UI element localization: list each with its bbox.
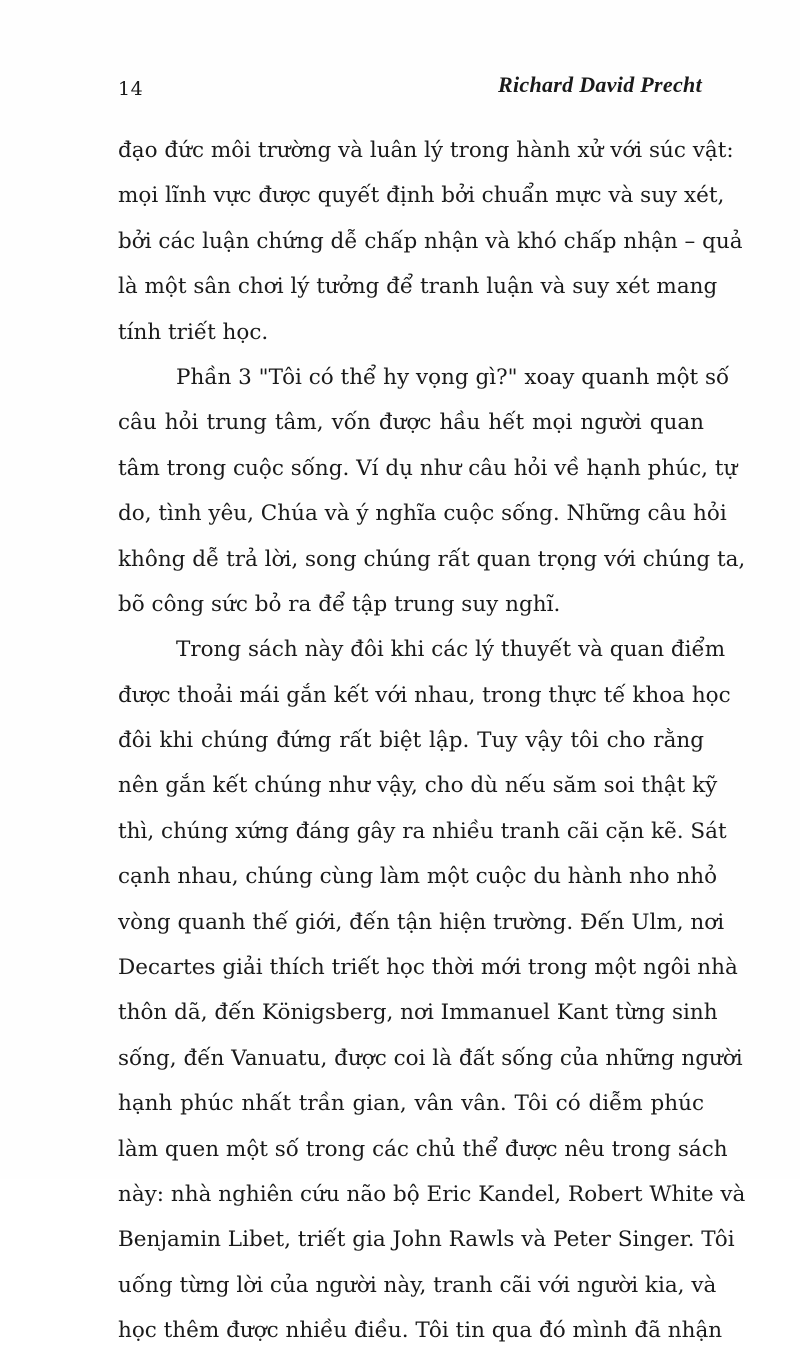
text-line: thì, chúng xứng đáng gây ra nhiều tranh cãi cặn kẽ. Sát [118, 818, 727, 844]
text-line: uống từng lời của người này, tranh cãi với người kia, và [118, 1272, 717, 1298]
body-text [118, 128, 746, 1354]
text-line: làm quen một số trong các chủ thể được nêu trong sách [118, 1136, 728, 1162]
text-line: học thêm được nhiều điều. Tôi tin qua đó mình đã nhận [118, 1318, 723, 1344]
text-line: mọi lĩnh vực được quyết định bởi chuẩn mực và suy xét, [118, 183, 725, 209]
text-line: thôn dã, đến Königsberg, nơi Immanuel Kant từng sinh [118, 1000, 718, 1026]
text-line: câu hỏi trung tâm, vốn được hầu hết mọi người quan [118, 410, 704, 436]
text-line: đạo đức môi trường và luân lý trong hành xử với súc vật: [118, 138, 734, 163]
text-line: Trong sách này đôi khi các lý thuyết và quan điểm [176, 637, 726, 663]
text-line: cạnh nhau, chúng cùng làm một cuộc du hành nho nhỏ [118, 864, 718, 890]
text-line: không dễ trả lời, song chúng rất quan trọng với chúng ta, [118, 546, 746, 572]
text-line: này: nhà nghiên cứu não bộ Eric Kandel, Robert White và [118, 1181, 746, 1207]
text-line: là một sân chơi lý tưởng để tranh luận và suy xét mang [118, 274, 718, 300]
paragraph [118, 627, 746, 1353]
paragraph [118, 355, 746, 627]
text-line: sống, đến Vanuatu, được coi là đất sống của những người [118, 1045, 743, 1071]
text-line: vòng quanh thế giới, đến tận hiện trường. Đến Ulm, nơi [118, 909, 725, 935]
text-line: bởi các luận chứng dễ chấp nhận và khó chấp nhận – quả [118, 228, 743, 254]
running-head-author: Richard David Precht [498, 72, 702, 97]
text-line: tính triết học. [118, 319, 269, 345]
text-line: Phần 3 "Tôi có thể hy vọng gì?" xoay quanh một số [176, 364, 730, 390]
text-line: bõ công sức bỏ ra để tập trung suy nghĩ. [118, 591, 561, 617]
text-line: hạnh phúc nhất trần gian, vân vân. Tôi có diễm phúc [118, 1091, 704, 1117]
text-line: do, tình yêu, Chúa và ý nghĩa cuộc sống. Những câu hỏi [118, 501, 727, 527]
text-line: tâm trong cuộc sống. Ví dụ như câu hỏi về hạnh phúc, tự [118, 455, 738, 481]
page-number: 14 [118, 78, 144, 100]
text-line: được thoải mái gắn kết với nhau, trong thực tế khoa học [118, 682, 731, 708]
text-line: Benjamin Libet, triết gia John Rawls và Peter Singer. Tôi [118, 1227, 735, 1253]
page-header [118, 72, 702, 108]
text-line: nên gắn kết chúng như vậy, cho dù nếu săm soi thật kỹ [118, 773, 718, 799]
paragraph [118, 128, 743, 355]
text-line: đôi khi chúng đứng rất biệt lập. Tuy vậy tôi cho rằng [118, 728, 704, 754]
text-line: Decartes giải thích triết học thời mới trong một ngôi nhà [118, 955, 738, 981]
